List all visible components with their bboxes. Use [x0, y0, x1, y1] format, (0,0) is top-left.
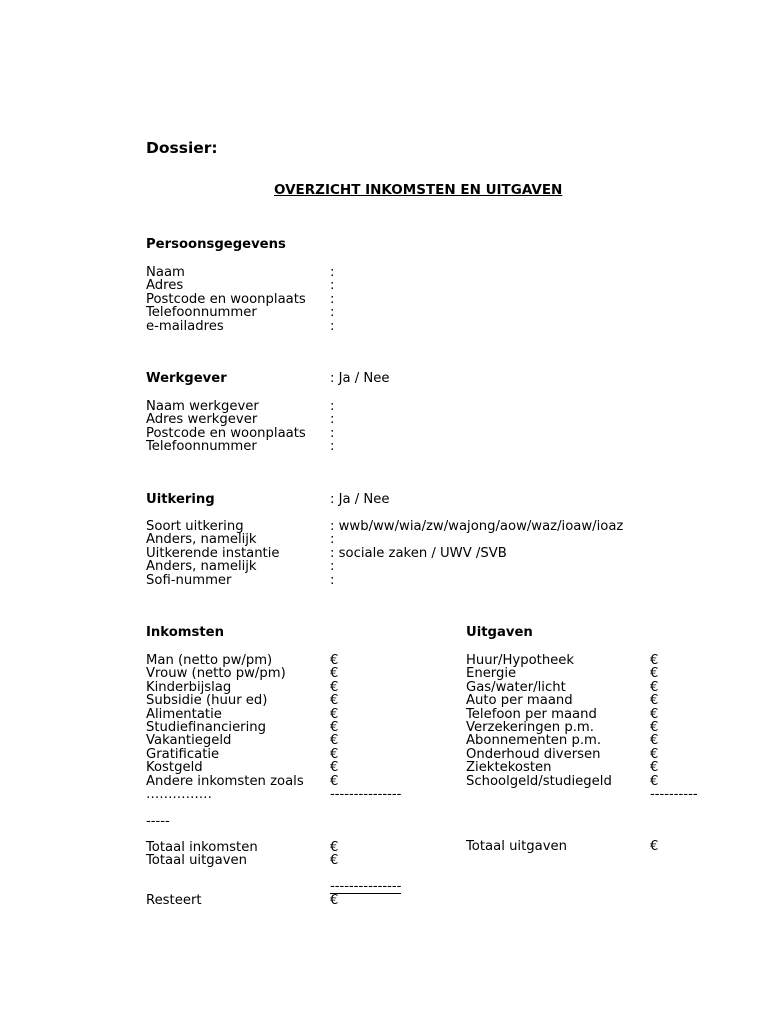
expense-label: Verzekeringen p.m. — [466, 719, 594, 735]
field-value: : — [330, 278, 335, 294]
field-label: Uitkerende instantie — [146, 545, 280, 561]
totals-labels — [146, 840, 258, 867]
field-label: Soort uitkering — [146, 519, 244, 534]
field-label: Naam werkgever — [146, 399, 259, 414]
field-value: : — [330, 439, 335, 455]
field-label: Telefoonnummer — [146, 305, 257, 321]
section-title-werkgever: Werkgever — [146, 371, 227, 386]
persoonsgegevens-labels — [146, 265, 306, 332]
separator-wrap: ----- — [146, 813, 170, 829]
field-value: : — [330, 532, 335, 548]
section-title-uitgaven: Uitgaven — [466, 625, 533, 640]
field-value: : — [330, 265, 335, 280]
field-label: Naam — [146, 265, 185, 280]
werkgever-values — [330, 399, 334, 453]
uitkering-values — [330, 519, 623, 586]
income-value: € — [330, 679, 339, 695]
field-value: : — [330, 291, 335, 307]
field-value: : — [330, 305, 335, 321]
field-value: : — [330, 412, 335, 428]
income-value: € — [330, 706, 339, 722]
field-value: : — [330, 399, 335, 414]
totaal-uitgaven-right-value: € — [650, 839, 659, 854]
expense-value: € — [650, 693, 659, 709]
expense-value: € — [650, 773, 659, 789]
expense-value: € — [650, 719, 659, 735]
expense-separator: ---------- — [650, 786, 698, 802]
persoonsgegevens-values — [330, 265, 334, 332]
field-value: : wwb/ww/wia/zw/wajong/aow/waz/ioaw/ioaz — [330, 519, 624, 534]
income-label: Subsidie (huur ed) — [146, 693, 268, 709]
income-label: Vakantiegeld — [146, 733, 232, 749]
expense-label: Schoolgeld/studiegeld — [466, 773, 612, 789]
inkomsten-values — [330, 653, 401, 800]
uitgaven-values — [650, 653, 698, 800]
income-label: Gratificatie — [146, 746, 220, 762]
expense-label: Gas/water/licht — [466, 679, 566, 695]
field-label: Adres — [146, 278, 184, 294]
income-label — [146, 800, 304, 813]
income-separator: --------------- — [330, 786, 402, 802]
expense-value: € — [650, 666, 659, 682]
expense-value: € — [650, 653, 659, 668]
expense-label: Abonnementen p.m. — [466, 733, 602, 749]
resteert-label: Resteert — [146, 893, 202, 908]
field-label: Postcode en woonplaats — [146, 425, 306, 441]
resteert-value: € — [330, 893, 339, 908]
expense-label: Energie — [466, 666, 517, 682]
income-value: € — [330, 773, 339, 789]
page-heading: OVERZICHT INKOMSTEN EN UITGAVEN — [274, 182, 563, 198]
expense-value: € — [650, 733, 659, 749]
totaal-uitgaven-value: € — [330, 853, 339, 869]
income-value: € — [330, 693, 339, 709]
expense-label: Auto per maand — [466, 693, 573, 709]
totaal-inkomsten-value: € — [330, 840, 339, 855]
income-value: € — [330, 746, 339, 762]
werkgever-labels — [146, 399, 306, 453]
section-title-inkomsten: Inkomsten — [146, 625, 224, 640]
expense-label: Ziektekosten — [466, 760, 552, 776]
totaal-uitgaven-label: Totaal uitgaven — [146, 853, 247, 869]
expense-value: € — [650, 679, 659, 695]
totaal-inkomsten-label: Totaal inkomsten — [146, 840, 258, 855]
totaal-uitgaven-right-label: Totaal uitgaven — [466, 839, 567, 854]
income-label: Kinderbijslag — [146, 679, 232, 695]
expense-value: € — [650, 760, 659, 776]
income-label: Studiefinanciering — [146, 719, 266, 735]
income-label: …………… — [146, 786, 212, 802]
field-value: : — [330, 559, 335, 575]
section-title-persoonsgegevens: Persoonsgegevens — [146, 237, 286, 252]
income-value: € — [330, 760, 339, 776]
income-value: € — [330, 666, 339, 682]
income-value: € — [330, 719, 339, 735]
income-label: Andere inkomsten zoals — [146, 773, 304, 789]
income-value: € — [330, 733, 339, 749]
expense-label: Huur/Hypotheek — [466, 653, 575, 668]
field-label: Adres werkgever — [146, 412, 258, 428]
expense-value: € — [650, 746, 659, 762]
income-label: Vrouw (netto pw/pm) — [146, 666, 286, 682]
expense-label: Telefoon per maand — [466, 706, 597, 722]
income-label: Man (netto pw/pm) — [146, 653, 273, 668]
field-value: : — [330, 425, 335, 441]
field-label: Postcode en woonplaats — [146, 291, 306, 307]
field-label: Telefoonnummer — [146, 439, 257, 455]
field-label: Sofi-nummer — [146, 572, 232, 588]
field-label: Anders, namelijk — [146, 532, 257, 548]
werkgever-choice: : Ja / Nee — [330, 371, 390, 386]
resteert-separator: --------------- — [330, 879, 402, 894]
uitkering-labels — [146, 519, 280, 586]
dossier-label: Dossier: — [146, 139, 218, 157]
income-label: Kostgeld — [146, 760, 203, 776]
field-value: : sociale zaken / UWV /SVB — [330, 545, 507, 561]
uitgaven-labels — [466, 653, 612, 787]
field-label: Anders, namelijk — [146, 559, 257, 575]
field-label: e-mailadres — [146, 318, 224, 334]
field-value: : — [330, 318, 335, 334]
totals-values — [330, 840, 338, 867]
field-value: : — [330, 572, 335, 588]
section-title-uitkering: Uitkering — [146, 492, 215, 507]
inkomsten-labels — [146, 653, 304, 827]
expense-label: Onderhoud diversen — [466, 746, 601, 762]
expense-value: € — [650, 706, 659, 722]
income-label: Alimentatie — [146, 706, 222, 722]
income-value: € — [330, 653, 339, 668]
uitkering-choice: : Ja / Nee — [330, 492, 390, 507]
